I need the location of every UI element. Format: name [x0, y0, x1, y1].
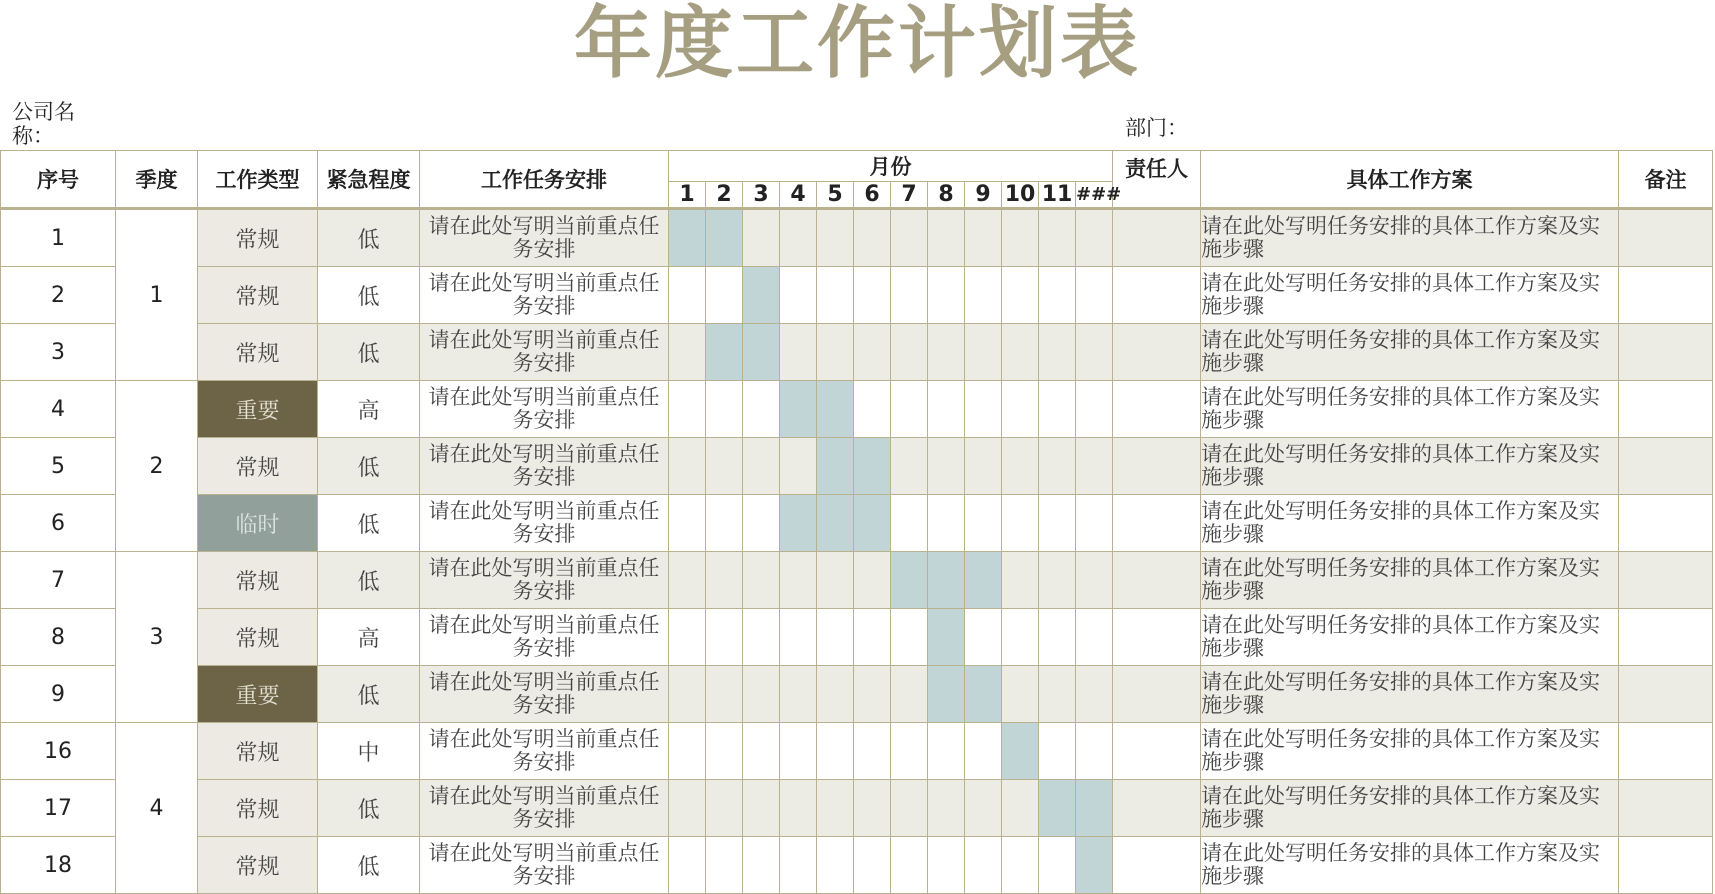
- note-cell[interactable]: [1619, 552, 1713, 609]
- month-cell-12[interactable]: [1076, 438, 1113, 495]
- task-cell[interactable]: 请在此处写明当前重点任务安排: [420, 723, 669, 780]
- month-cell-10[interactable]: [1002, 552, 1039, 609]
- month-cell-4[interactable]: [780, 324, 817, 381]
- month-cell-8[interactable]: [928, 666, 965, 723]
- urgency-cell[interactable]: 高: [318, 609, 420, 666]
- work-type-cell[interactable]: 重要: [198, 666, 318, 723]
- month-cell-7[interactable]: [891, 324, 928, 381]
- month-cell-2[interactable]: [706, 209, 743, 267]
- month-cell-1[interactable]: [669, 267, 706, 324]
- task-cell[interactable]: 请在此处写明当前重点任务安排: [420, 324, 669, 381]
- month-cell-9[interactable]: [965, 837, 1002, 894]
- month-cell-8[interactable]: [928, 209, 965, 267]
- urgency-cell[interactable]: 低: [318, 209, 420, 267]
- row-index: 4: [1, 381, 116, 438]
- task-cell[interactable]: 请在此处写明当前重点任务安排: [420, 780, 669, 837]
- urgency-cell[interactable]: 低: [318, 438, 420, 495]
- month-cell-1[interactable]: [669, 837, 706, 894]
- month-cell-5[interactable]: [817, 267, 854, 324]
- table-row: [1, 438, 1713, 495]
- page-title: 年度工作计划表: [573, 0, 1141, 89]
- quarter-cell: 1: [116, 209, 198, 381]
- month-cell-8[interactable]: [928, 267, 965, 324]
- plan-cell[interactable]: 请在此处写明任务安排的具体工作方案及实施步骤: [1201, 495, 1619, 552]
- owner-cell[interactable]: [1113, 381, 1201, 438]
- work-type-cell[interactable]: 常规: [198, 552, 318, 609]
- quarter-cell: 2: [116, 381, 198, 552]
- urgency-cell[interactable]: 高: [318, 381, 420, 438]
- month-cell-9[interactable]: [965, 552, 1002, 609]
- note-cell[interactable]: [1619, 666, 1713, 723]
- month-cell-6[interactable]: [854, 267, 891, 324]
- work-type-cell[interactable]: 常规: [198, 837, 318, 894]
- plan-cell[interactable]: 请在此处写明任务安排的具体工作方案及实施步骤: [1201, 723, 1619, 780]
- month-cell-6[interactable]: [854, 552, 891, 609]
- work-type-cell[interactable]: 常规: [198, 209, 318, 267]
- header-month-4: 4: [780, 182, 817, 209]
- note-cell[interactable]: [1619, 324, 1713, 381]
- month-cell-7[interactable]: [891, 209, 928, 267]
- task-cell[interactable]: 请在此处写明当前重点任务安排: [420, 438, 669, 495]
- month-cell-6[interactable]: [854, 780, 891, 837]
- month-cell-5[interactable]: [817, 666, 854, 723]
- month-cell-5[interactable]: [817, 837, 854, 894]
- work-type-cell[interactable]: 常规: [198, 324, 318, 381]
- row-index: 18: [1, 837, 116, 894]
- month-cell-1[interactable]: [669, 324, 706, 381]
- month-cell-6[interactable]: [854, 381, 891, 438]
- month-cell-9[interactable]: [965, 666, 1002, 723]
- month-cell-2[interactable]: [706, 780, 743, 837]
- urgency-cell[interactable]: 低: [318, 552, 420, 609]
- month-cell-11[interactable]: [1039, 495, 1076, 552]
- note-cell[interactable]: [1619, 837, 1713, 894]
- month-cell-10[interactable]: [1002, 324, 1039, 381]
- row-index: 1: [1, 209, 116, 267]
- table-row: [1, 666, 1713, 723]
- work-type-cell[interactable]: 常规: [198, 780, 318, 837]
- month-cell-5[interactable]: [817, 324, 854, 381]
- month-cell-4[interactable]: [780, 267, 817, 324]
- month-cell-6[interactable]: [854, 609, 891, 666]
- note-cell[interactable]: [1619, 495, 1713, 552]
- quarter-cell: 4: [116, 723, 198, 894]
- month-cell-12[interactable]: [1076, 381, 1113, 438]
- month-cell-2[interactable]: [706, 666, 743, 723]
- month-cell-9[interactable]: [965, 324, 1002, 381]
- month-cell-7[interactable]: [891, 267, 928, 324]
- header-month: 月份: [669, 151, 1113, 182]
- owner-cell[interactable]: [1113, 438, 1201, 495]
- month-cell-8[interactable]: [928, 837, 965, 894]
- month-cell-3[interactable]: [743, 780, 780, 837]
- month-cell-10[interactable]: [1002, 609, 1039, 666]
- header-month-12: ###: [1076, 182, 1113, 209]
- row-index: 6: [1, 495, 116, 552]
- note-cell[interactable]: [1619, 438, 1713, 495]
- month-cell-12[interactable]: [1076, 495, 1113, 552]
- task-cell[interactable]: 请在此处写明当前重点任务安排: [420, 666, 669, 723]
- header-month-6: 6: [854, 182, 891, 209]
- month-cell-8[interactable]: [928, 381, 965, 438]
- month-cell-1[interactable]: [669, 609, 706, 666]
- month-cell-8[interactable]: [928, 324, 965, 381]
- urgency-cell[interactable]: 低: [318, 324, 420, 381]
- month-cell-9[interactable]: [965, 495, 1002, 552]
- row-index: 3: [1, 324, 116, 381]
- month-cell-3[interactable]: [743, 209, 780, 267]
- month-cell-1[interactable]: [669, 780, 706, 837]
- plan-cell[interactable]: 请在此处写明任务安排的具体工作方案及实施步骤: [1201, 552, 1619, 609]
- month-cell-11[interactable]: [1039, 552, 1076, 609]
- month-cell-3[interactable]: [743, 666, 780, 723]
- month-cell-11[interactable]: [1039, 381, 1076, 438]
- month-cell-5[interactable]: [817, 381, 854, 438]
- month-cell-1[interactable]: [669, 552, 706, 609]
- work-type-cell[interactable]: 重要: [198, 381, 318, 438]
- quarter-cell: 3: [116, 552, 198, 723]
- month-cell-11[interactable]: [1039, 438, 1076, 495]
- month-cell-6[interactable]: [854, 495, 891, 552]
- work-type-cell[interactable]: 常规: [198, 267, 318, 324]
- plan-cell[interactable]: 请在此处写明任务安排的具体工作方案及实施步骤: [1201, 780, 1619, 837]
- task-cell[interactable]: 请在此处写明当前重点任务安排: [420, 381, 669, 438]
- month-cell-9[interactable]: [965, 438, 1002, 495]
- owner-cell[interactable]: [1113, 780, 1201, 837]
- header-month-11: 11: [1039, 182, 1076, 209]
- task-cell[interactable]: 请在此处写明当前重点任务安排: [420, 837, 669, 894]
- month-cell-8[interactable]: [928, 552, 965, 609]
- month-cell-7[interactable]: [891, 837, 928, 894]
- month-cell-9[interactable]: [965, 381, 1002, 438]
- month-cell-4[interactable]: [780, 438, 817, 495]
- month-cell-7[interactable]: [891, 609, 928, 666]
- month-cell-12[interactable]: [1076, 267, 1113, 324]
- owner-cell[interactable]: [1113, 324, 1201, 381]
- row-index: 2: [1, 267, 116, 324]
- urgency-cell[interactable]: 中: [318, 723, 420, 780]
- owner-cell[interactable]: [1113, 552, 1201, 609]
- note-cell[interactable]: [1619, 267, 1713, 324]
- plan-cell[interactable]: 请在此处写明任务安排的具体工作方案及实施步骤: [1201, 609, 1619, 666]
- header-month-1: 1: [669, 182, 706, 209]
- note-cell[interactable]: [1619, 209, 1713, 267]
- month-cell-1[interactable]: [669, 495, 706, 552]
- header-type: 工作类型: [198, 151, 318, 209]
- header-index: 序号: [1, 151, 116, 209]
- month-cell-4[interactable]: [780, 209, 817, 267]
- row-index: 5: [1, 438, 116, 495]
- month-cell-2[interactable]: [706, 324, 743, 381]
- month-cell-7[interactable]: [891, 438, 928, 495]
- urgency-cell[interactable]: 低: [318, 666, 420, 723]
- month-cell-11[interactable]: [1039, 324, 1076, 381]
- month-cell-1[interactable]: [669, 209, 706, 267]
- month-cell-3[interactable]: [743, 381, 780, 438]
- task-cell[interactable]: 请在此处写明当前重点任务安排: [420, 209, 669, 267]
- header-task: 工作任务安排: [420, 151, 669, 209]
- table-row: [1, 267, 1713, 324]
- month-cell-8[interactable]: [928, 609, 965, 666]
- work-type-cell[interactable]: 常规: [198, 438, 318, 495]
- month-cell-7[interactable]: [891, 495, 928, 552]
- month-cell-4[interactable]: [780, 837, 817, 894]
- month-cell-1[interactable]: [669, 438, 706, 495]
- month-cell-12[interactable]: [1076, 324, 1113, 381]
- month-cell-8[interactable]: [928, 495, 965, 552]
- table-row: [1, 324, 1713, 381]
- header-month-7: 7: [891, 182, 928, 209]
- header-plan: 具体工作方案: [1201, 151, 1619, 209]
- header-month-8: 8: [928, 182, 965, 209]
- month-cell-9[interactable]: [965, 780, 1002, 837]
- owner-cell[interactable]: [1113, 495, 1201, 552]
- month-cell-2[interactable]: [706, 837, 743, 894]
- header-month-9: 9: [965, 182, 1002, 209]
- plan-cell[interactable]: 请在此处写明任务安排的具体工作方案及实施步骤: [1201, 324, 1619, 381]
- company-label: 公司名称：: [12, 100, 75, 148]
- month-cell-4[interactable]: [780, 780, 817, 837]
- month-cell-3[interactable]: [743, 552, 780, 609]
- month-cell-10[interactable]: [1002, 438, 1039, 495]
- plan-cell[interactable]: 请在此处写明任务安排的具体工作方案及实施步骤: [1201, 837, 1619, 894]
- month-cell-10[interactable]: [1002, 267, 1039, 324]
- task-cell[interactable]: 请在此处写明当前重点任务安排: [420, 609, 669, 666]
- row-index: 7: [1, 552, 116, 609]
- owner-cell[interactable]: [1113, 666, 1201, 723]
- header-month-10: 10: [1002, 182, 1039, 209]
- month-cell-10[interactable]: [1002, 209, 1039, 267]
- month-cell-2[interactable]: [706, 723, 743, 780]
- month-cell-10[interactable]: [1002, 666, 1039, 723]
- work-type-cell[interactable]: 临时: [198, 495, 318, 552]
- month-cell-6[interactable]: [854, 438, 891, 495]
- table-row: [1, 723, 1713, 780]
- month-cell-8[interactable]: [928, 723, 965, 780]
- table-row: [1, 495, 1713, 552]
- note-cell[interactable]: [1619, 381, 1713, 438]
- month-cell-4[interactable]: [780, 381, 817, 438]
- owner-cell[interactable]: [1113, 723, 1201, 780]
- month-cell-6[interactable]: [854, 324, 891, 381]
- month-cell-3[interactable]: [743, 267, 780, 324]
- month-cell-12[interactable]: [1076, 552, 1113, 609]
- month-cell-5[interactable]: [817, 780, 854, 837]
- plan-cell[interactable]: 请在此处写明任务安排的具体工作方案及实施步骤: [1201, 267, 1619, 324]
- month-cell-7[interactable]: [891, 723, 928, 780]
- month-cell-11[interactable]: [1039, 666, 1076, 723]
- month-cell-3[interactable]: [743, 438, 780, 495]
- month-cell-6[interactable]: [854, 209, 891, 267]
- month-cell-9[interactable]: [965, 209, 1002, 267]
- month-cell-11[interactable]: [1039, 723, 1076, 780]
- month-cell-9[interactable]: [965, 609, 1002, 666]
- plan-cell[interactable]: 请在此处写明任务安排的具体工作方案及实施步骤: [1201, 209, 1619, 267]
- month-cell-5[interactable]: [817, 552, 854, 609]
- month-cell-1[interactable]: [669, 723, 706, 780]
- month-cell-1[interactable]: [669, 381, 706, 438]
- task-cell[interactable]: 请在此处写明当前重点任务安排: [420, 267, 669, 324]
- table-row: [1, 837, 1713, 894]
- urgency-cell[interactable]: 低: [318, 495, 420, 552]
- month-cell-11[interactable]: [1039, 267, 1076, 324]
- month-cell-5[interactable]: [817, 723, 854, 780]
- header-note: 备注: [1619, 151, 1713, 209]
- header-month-3: 3: [743, 182, 780, 209]
- header-month-2: 2: [706, 182, 743, 209]
- month-cell-4[interactable]: [780, 609, 817, 666]
- month-cell-12[interactable]: [1076, 209, 1113, 267]
- month-cell-3[interactable]: [743, 495, 780, 552]
- month-cell-4[interactable]: [780, 723, 817, 780]
- header-quarter: 季度: [116, 151, 198, 209]
- task-cell[interactable]: 请在此处写明当前重点任务安排: [420, 552, 669, 609]
- table-row: [1, 381, 1713, 438]
- month-cell-8[interactable]: [928, 780, 965, 837]
- month-cell-8[interactable]: [928, 438, 965, 495]
- month-cell-2[interactable]: [706, 267, 743, 324]
- month-cell-2[interactable]: [706, 609, 743, 666]
- month-cell-4[interactable]: [780, 552, 817, 609]
- month-cell-9[interactable]: [965, 267, 1002, 324]
- month-cell-10[interactable]: [1002, 837, 1039, 894]
- month-cell-5[interactable]: [817, 438, 854, 495]
- month-cell-12[interactable]: [1076, 666, 1113, 723]
- plan-cell[interactable]: 请在此处写明任务安排的具体工作方案及实施步骤: [1201, 666, 1619, 723]
- month-cell-5[interactable]: [817, 209, 854, 267]
- month-cell-2[interactable]: [706, 438, 743, 495]
- header-owner: 责任人: [1113, 151, 1201, 209]
- month-cell-7[interactable]: [891, 381, 928, 438]
- work-type-cell[interactable]: 常规: [198, 723, 318, 780]
- owner-cell[interactable]: [1113, 609, 1201, 666]
- month-cell-12[interactable]: [1076, 723, 1113, 780]
- urgency-cell[interactable]: 低: [318, 780, 420, 837]
- month-cell-12[interactable]: [1076, 609, 1113, 666]
- month-cell-7[interactable]: [891, 552, 928, 609]
- month-cell-2[interactable]: [706, 381, 743, 438]
- plan-cell[interactable]: 请在此处写明任务安排的具体工作方案及实施步骤: [1201, 438, 1619, 495]
- month-cell-12[interactable]: [1076, 780, 1113, 837]
- table-row: [1, 209, 1713, 267]
- month-cell-2[interactable]: [706, 495, 743, 552]
- month-cell-1[interactable]: [669, 666, 706, 723]
- note-cell[interactable]: [1619, 780, 1713, 837]
- note-cell[interactable]: [1619, 609, 1713, 666]
- month-cell-3[interactable]: [743, 609, 780, 666]
- month-cell-4[interactable]: [780, 666, 817, 723]
- month-cell-10[interactable]: [1002, 723, 1039, 780]
- month-cell-3[interactable]: [743, 324, 780, 381]
- month-cell-9[interactable]: [965, 723, 1002, 780]
- header-month-5: 5: [817, 182, 854, 209]
- month-cell-3[interactable]: [743, 837, 780, 894]
- owner-cell[interactable]: [1113, 209, 1201, 267]
- work-type-cell[interactable]: 常规: [198, 609, 318, 666]
- plan-table: [0, 150, 1713, 894]
- month-cell-11[interactable]: [1039, 609, 1076, 666]
- month-cell-10[interactable]: [1002, 495, 1039, 552]
- table-row: [1, 780, 1713, 837]
- urgency-cell[interactable]: 低: [318, 267, 420, 324]
- month-cell-6[interactable]: [854, 723, 891, 780]
- month-cell-6[interactable]: [854, 666, 891, 723]
- month-cell-10[interactable]: [1002, 381, 1039, 438]
- urgency-cell[interactable]: 低: [318, 837, 420, 894]
- month-cell-11[interactable]: [1039, 780, 1076, 837]
- row-index: 16: [1, 723, 116, 780]
- month-cell-12[interactable]: [1076, 837, 1113, 894]
- row-index: 8: [1, 609, 116, 666]
- plan-cell[interactable]: 请在此处写明任务安排的具体工作方案及实施步骤: [1201, 381, 1619, 438]
- owner-cell[interactable]: [1113, 267, 1201, 324]
- month-cell-3[interactable]: [743, 723, 780, 780]
- owner-cell[interactable]: [1113, 837, 1201, 894]
- month-cell-11[interactable]: [1039, 209, 1076, 267]
- month-cell-5[interactable]: [817, 609, 854, 666]
- note-cell[interactable]: [1619, 723, 1713, 780]
- task-cell[interactable]: 请在此处写明当前重点任务安排: [420, 495, 669, 552]
- month-cell-2[interactable]: [706, 552, 743, 609]
- table-row: [1, 609, 1713, 666]
- row-index: 17: [1, 780, 116, 837]
- month-cell-4[interactable]: [780, 495, 817, 552]
- row-index: 9: [1, 666, 116, 723]
- month-cell-11[interactable]: [1039, 837, 1076, 894]
- month-cell-5[interactable]: [817, 495, 854, 552]
- month-cell-7[interactable]: [891, 780, 928, 837]
- table-row: [1, 552, 1713, 609]
- month-cell-7[interactable]: [891, 666, 928, 723]
- month-cell-10[interactable]: [1002, 780, 1039, 837]
- department-label: 部门：: [1125, 116, 1188, 140]
- month-cell-6[interactable]: [854, 837, 891, 894]
- header-urgency: 紧急程度: [318, 151, 420, 209]
